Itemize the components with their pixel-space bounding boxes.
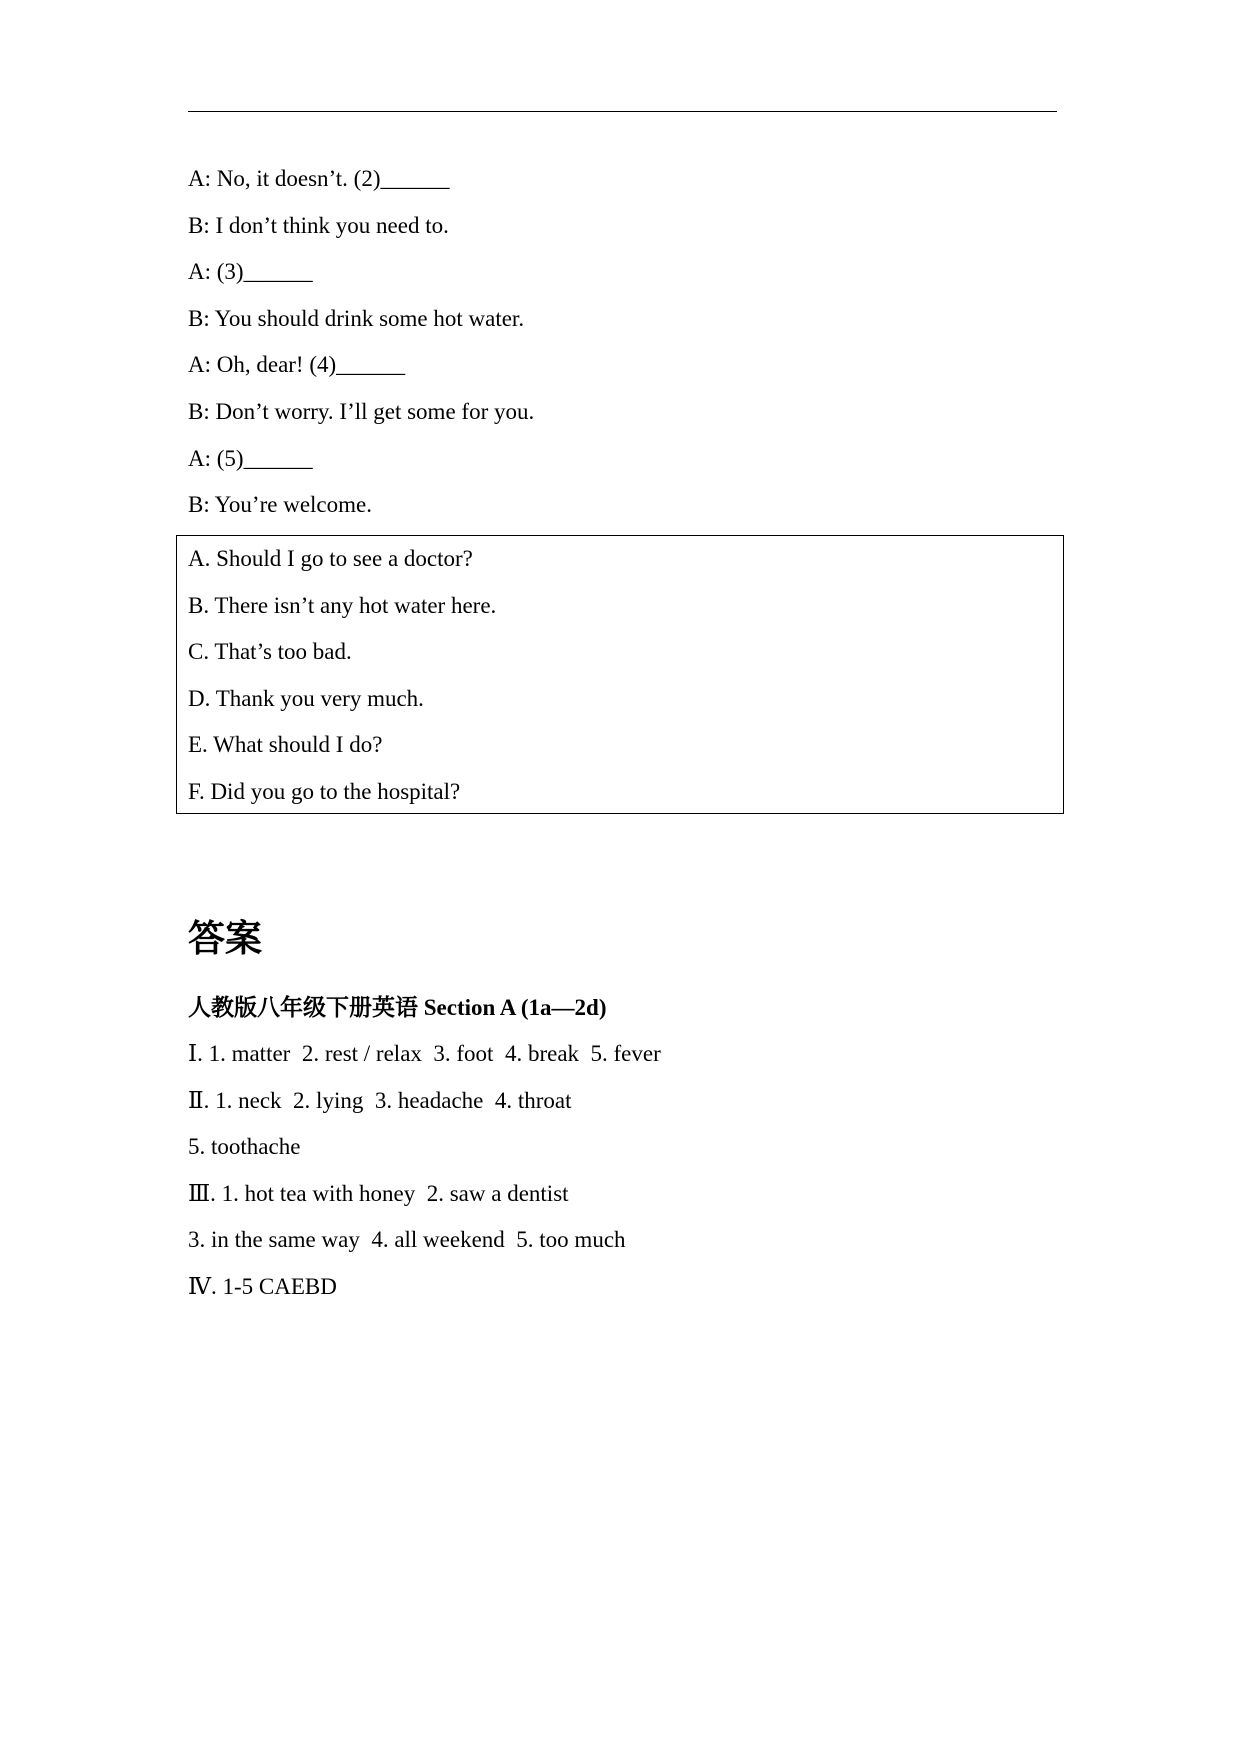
dialogue-line: B: You’re welcome. <box>188 492 372 518</box>
answer-line: Ⅳ. 1-5 CAEBD <box>188 1273 337 1299</box>
dialogue <box>188 156 1057 529</box>
option-item: A. Should I go to see a doctor? <box>188 546 473 571</box>
options-box <box>176 535 1064 814</box>
option-item: D. Thank you very much. <box>188 685 424 711</box>
option-item: E. What should I do? <box>188 732 383 758</box>
options-list <box>188 536 496 816</box>
answer-line: 3. in the same way 4. all weekend 5. too much <box>188 1227 626 1253</box>
answer-line: Ⅱ. 1. neck 2. lying 3. headache 4. throat <box>188 1087 572 1113</box>
option-item: B. There isn’t any hot water here. <box>188 592 497 618</box>
answer-line: Ⅰ. 1. matter 2. rest / relax 3. foot 4. break 5. fever <box>188 1041 661 1066</box>
option-item: C. That’s too bad. <box>188 639 352 665</box>
dialogue-line: B: You should drink some hot water. <box>188 305 525 331</box>
answer-title: 答案 <box>188 917 262 960</box>
answer-list <box>188 1031 1057 1311</box>
header-rule <box>188 111 1057 112</box>
answer-line: Ⅲ. 1. hot tea with honey 2. saw a dentist <box>188 1180 569 1206</box>
option-item: F. Did you go to the hospital? <box>188 778 461 804</box>
dialogue-line: B: I don’t think you need to. <box>188 212 449 238</box>
dialogue-line: A: Oh, dear! (4)______ <box>188 352 406 378</box>
dialogue-line: A: (3)______ <box>188 259 313 285</box>
dialogue-line: A: (5)______ <box>188 445 313 471</box>
answer-subtitle: 人教版八年级下册英语 Section A (1a—2d) <box>188 995 607 1020</box>
dialogue-line: B: Don’t worry. I’ll get some for you. <box>188 398 535 424</box>
answer-line: 5. toothache <box>188 1134 301 1160</box>
dialogue-line: A: No, it doesn’t. (2)______ <box>188 166 450 191</box>
